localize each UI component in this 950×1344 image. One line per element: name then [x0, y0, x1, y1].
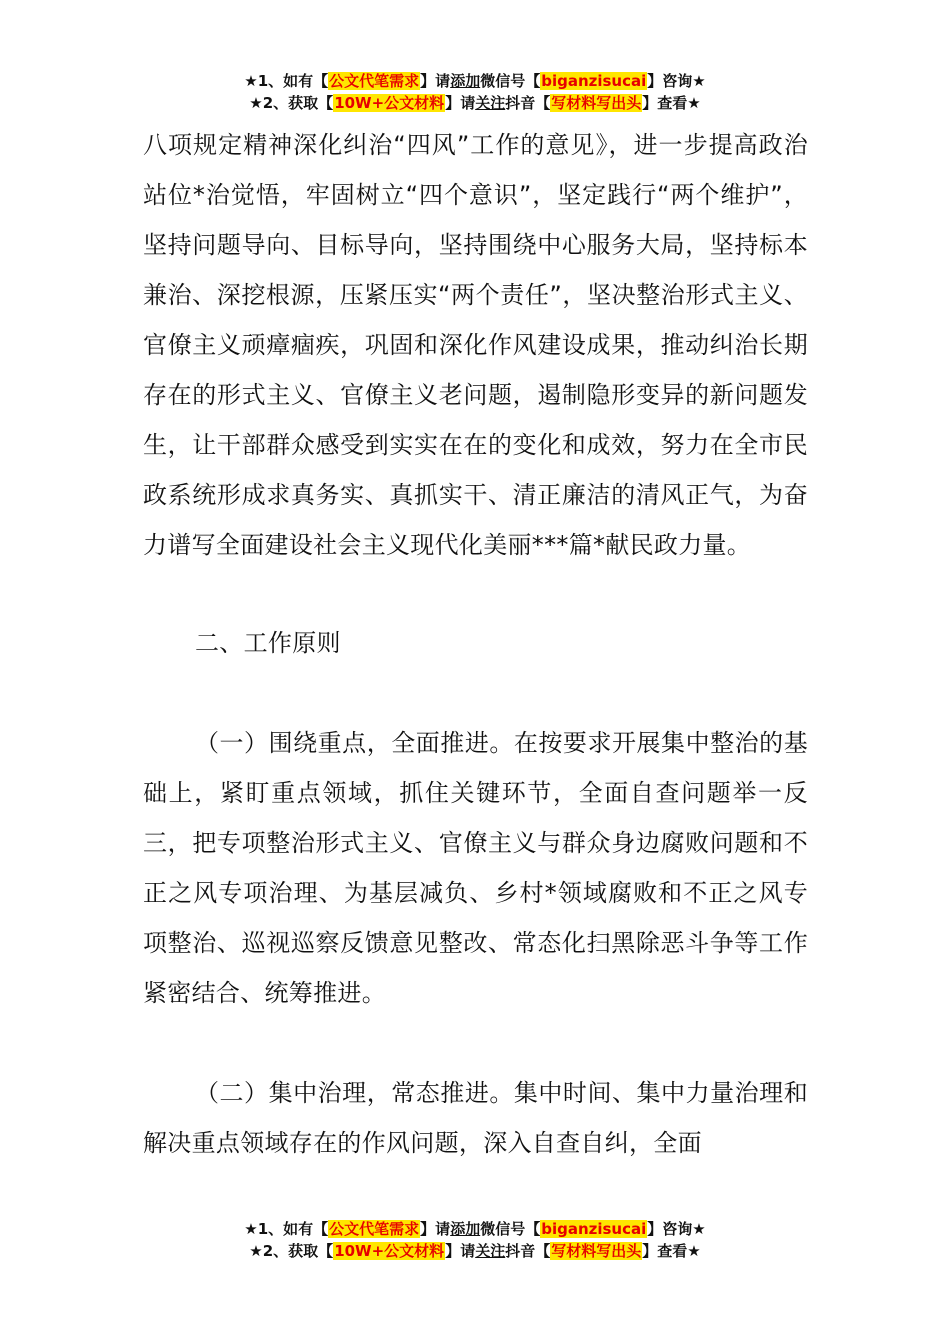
- banner-text: 】请: [445, 94, 476, 112]
- principle-1-paragraph: （一）围绕重点，全面推进。在按要求开展集中整治的基础上，紧盯重点领域，抓住关键环节，全面自查问题举一反三，把专项整治形式主义、官僚主义与群众身边腐败问题和不正之风专项治理、为基层减负、乡村*领域腐败和不正之风专项整治、巡视巡察反馈意见整改、常态化扫黑除恶斗争等工作紧密结合、统筹推进。: [143, 729, 808, 1007]
- banner-text: 微信号【: [480, 72, 541, 90]
- highlight-douyin: 写材料写出头: [551, 94, 642, 112]
- banner-text: 】请: [420, 72, 451, 90]
- highlight-service: 公文代笔需求: [329, 72, 420, 90]
- highlight-materials: 10W+公文材料: [334, 94, 445, 112]
- banner-text: 】请: [445, 1242, 476, 1260]
- header-banner: [0, 70, 950, 114]
- highlight-service: 公文代笔需求: [329, 1220, 420, 1238]
- banner-text: 微信号【: [480, 1220, 541, 1238]
- banner-text: 1、如有【: [257, 1220, 329, 1238]
- banner-text: 】咨询★: [647, 1220, 706, 1238]
- banner-text: 】查看★: [642, 1242, 701, 1260]
- star-icon: ★: [244, 72, 258, 90]
- banner-underlined: 关注: [475, 94, 506, 112]
- banner-text: 】查看★: [642, 94, 701, 112]
- footer-banner: [0, 1218, 950, 1262]
- banner-underlined: 添加: [450, 72, 481, 90]
- banner-text: 1、如有【: [257, 72, 329, 90]
- banner-text: 】咨询★: [647, 72, 706, 90]
- highlight-wechat-id: biganzisucai: [541, 72, 647, 90]
- intro-paragraph: 八项规定精神深化纠治“四风”工作的意见》，进一步提高政治站位*治觉悟，牢固树立“四个意识”，坚定践行“两个维护”，坚持问题导向、目标导向，坚持围绕中心服务大局，坚持标本兼治、深挖根源，压紧压实“两个责任”，坚决整治形式主义、官僚主义顽瘴痼疾，巩固和深化作风建设成果，推动纠治长期存在的形式主义、官僚主义老问题，遏制隐形变异的新问题发生，让干部群众感受到实实在在的变化和成效，努力在全市民政系统形成求真务实、真抓实干、清正廉洁的清风正气，为奋力谱写全面建设社会主义现代化美丽***篇*献民政力量。: [143, 131, 808, 559]
- banner-text: 2、获取【: [262, 94, 334, 112]
- banner-text: 2、获取【: [262, 1242, 334, 1260]
- highlight-materials: 10W+公文材料: [334, 1242, 445, 1260]
- banner-text: 抖音【: [505, 94, 551, 112]
- highlight-wechat-id: biganzisucai: [541, 1220, 647, 1238]
- banner-line-2: [0, 1240, 950, 1262]
- banner-line-2: [0, 92, 950, 114]
- banner-line-1: [0, 70, 950, 92]
- star-icon: ★: [249, 1242, 263, 1260]
- star-icon: ★: [244, 1220, 258, 1238]
- banner-underlined: 关注: [475, 1242, 506, 1260]
- banner-line-1: [0, 1218, 950, 1240]
- star-icon: ★: [249, 94, 263, 112]
- banner-text: 抖音【: [505, 1242, 551, 1260]
- banner-text: 】请: [420, 1220, 451, 1238]
- document-body: [143, 120, 808, 1168]
- banner-underlined: 添加: [450, 1220, 481, 1238]
- principle-2-paragraph: （二）集中治理，常态推进。集中时间、集中力量治理和解决重点领域存在的作风问题，深入自查自纠，全面: [143, 1079, 808, 1157]
- section-heading: 二、工作原则: [195, 629, 341, 657]
- highlight-douyin: 写材料写出头: [551, 1242, 642, 1260]
